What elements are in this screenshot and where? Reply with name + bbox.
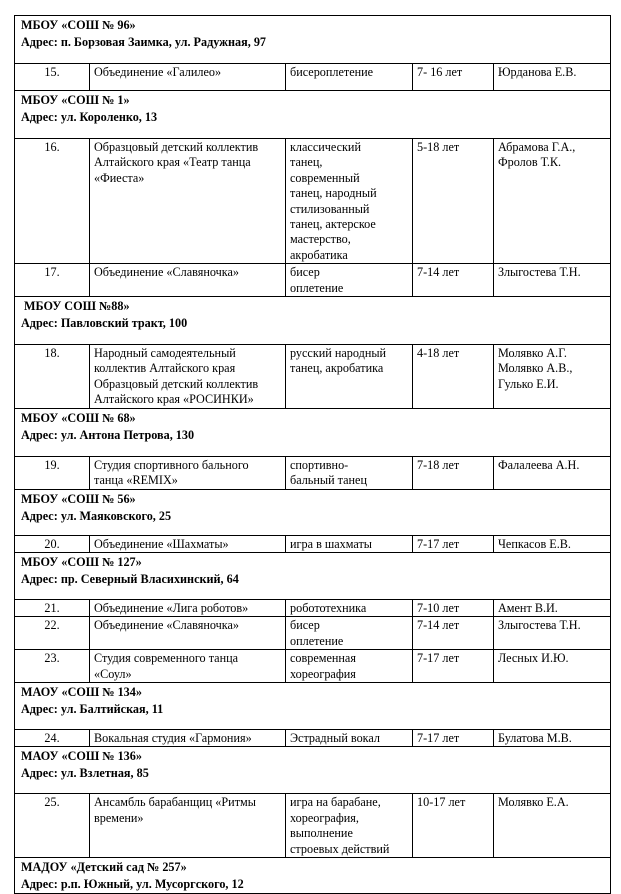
activity: бисероплетение — [286, 64, 413, 91]
table-row — [15, 617, 611, 650]
row-number: 15. — [15, 64, 90, 91]
program-name: Объединение «Славяночка» — [90, 617, 286, 650]
program-name: Объединение «Славяночка» — [90, 264, 286, 297]
age-range: 7-10 лет — [413, 599, 494, 616]
activity: робототехника — [286, 599, 413, 616]
org-address: Адрес: Павловский тракт, 100 — [21, 316, 188, 331]
teacher: Фалалеева А.Н. — [494, 456, 611, 489]
org-name: МБОУ «СОШ № 1» — [21, 93, 130, 107]
activity: русский народный танец, акробатика — [286, 345, 413, 409]
programs-table — [14, 15, 611, 894]
org-name: МБОУ «СОШ № 96» — [21, 18, 136, 32]
table-row — [15, 599, 611, 616]
program-name: Объединение «Галилео» — [90, 64, 286, 91]
age-range: 10-17 лет — [413, 794, 494, 858]
row-number: 20. — [15, 535, 90, 552]
program-name: Студия современного танца «Соул» — [90, 650, 286, 683]
program-name: Объединение «Шахматы» — [90, 535, 286, 552]
row-number: 21. — [15, 599, 90, 616]
org-header-row — [15, 552, 611, 599]
teacher: Молявко А.Г. Молявко А.В., Гулько Е.И. — [494, 345, 611, 409]
age-range: 7-17 лет — [413, 650, 494, 683]
program-name: Народный самодеятельный коллектив Алтайского края Образцовый детский коллектив Алтайского края «РОСИНКИ» — [90, 345, 286, 409]
activity: Эстрадный вокал — [286, 729, 413, 746]
org-address: Адрес: р.п. Южный, ул. Мусоргского, 12 — [21, 876, 244, 891]
org-name: МАДОУ «Детский сад № 257» — [21, 859, 187, 874]
program-name: Студия спортивного бального танца «REMIX» — [90, 456, 286, 489]
table-row — [15, 650, 611, 683]
teacher: Чепкасов Е.В. — [494, 535, 611, 552]
org-header — [15, 747, 611, 794]
org-header-row — [15, 408, 611, 456]
table-row — [15, 139, 611, 264]
org-address: Адрес: пр. Северный Власихинский, 64 — [21, 571, 239, 586]
program-name: Вокальная студия «Гармония» — [90, 729, 286, 746]
row-number: 25. — [15, 794, 90, 858]
program-name: Объединение «Лига роботов» — [90, 599, 286, 616]
org-header-row — [15, 16, 611, 64]
org-header — [15, 489, 611, 535]
teacher: Лесных И.Ю. — [494, 650, 611, 683]
org-header — [15, 857, 611, 893]
org-header — [15, 682, 611, 729]
org-header-row — [15, 747, 611, 794]
org-name: МАОУ «СОШ № 136» — [21, 749, 142, 764]
teacher: Амент В.И. — [494, 599, 611, 616]
teacher: Абрамова Г.А., Фролов Т.К. — [494, 139, 611, 264]
org-name: МАОУ «СОШ № 134» — [21, 684, 142, 699]
row-number: 22. — [15, 617, 90, 650]
activity: бисер оплетение — [286, 264, 413, 297]
table-row — [15, 456, 611, 489]
table-row — [15, 345, 611, 409]
age-range: 7-17 лет — [413, 729, 494, 746]
activity: игра в шахматы — [286, 535, 413, 552]
org-header — [15, 552, 611, 599]
org-header — [15, 16, 611, 64]
table-row — [15, 535, 611, 552]
teacher: Юрданова Е.В. — [494, 64, 611, 91]
org-address: Адрес: ул. Антона Петрова, 130 — [21, 427, 195, 442]
org-name: МБОУ «СОШ № 127» — [21, 554, 142, 569]
age-range: 7- 16 лет — [413, 64, 494, 91]
org-name: МБОУ «СОШ № 68» — [21, 410, 136, 425]
table-row — [15, 64, 611, 91]
org-header — [15, 408, 611, 456]
row-number: 24. — [15, 729, 90, 746]
row-number: 19. — [15, 456, 90, 489]
row-number: 17. — [15, 264, 90, 297]
age-range: 7-18 лет — [413, 456, 494, 489]
org-name: МБОУ «СОШ № 56» — [21, 491, 136, 506]
activity: современная хореография — [286, 650, 413, 683]
age-range: 4-18 лет — [413, 345, 494, 409]
program-name: Ансамбль барабанщиц «Ритмы времени» — [90, 794, 286, 858]
teacher: Злыгостева Т.Н. — [494, 264, 611, 297]
org-header-row — [15, 297, 611, 345]
org-header — [15, 297, 611, 345]
org-address: Адрес: ул. Балтийская, 11 — [21, 701, 164, 716]
age-range: 5-18 лет — [413, 139, 494, 264]
org-header-row — [15, 91, 611, 139]
activity: спортивно- бальный танец — [286, 456, 413, 489]
age-range: 7-14 лет — [413, 264, 494, 297]
org-header-row — [15, 489, 611, 535]
org-address: Адрес: п. Борзовая Заимка, ул. Радужная, 97 — [21, 35, 267, 49]
org-header — [15, 91, 611, 139]
org-name: МБОУ СОШ №88» — [21, 299, 130, 314]
table-row — [15, 794, 611, 858]
row-number: 18. — [15, 345, 90, 409]
teacher: Булатова М.В. — [494, 729, 611, 746]
teacher: Молявко Е.А. — [494, 794, 611, 858]
org-header-row — [15, 682, 611, 729]
activity: бисер оплетение — [286, 617, 413, 650]
program-name: Образцовый детский коллектив Алтайского края «Театр танца «Фиеста» — [90, 139, 286, 264]
age-range: 7-17 лет — [413, 535, 494, 552]
activity: игра на барабане, хореография, выполнение строевых действий — [286, 794, 413, 858]
org-header-row — [15, 857, 611, 893]
org-address: Адрес: ул. Маяковского, 25 — [21, 508, 172, 523]
row-number: 16. — [15, 139, 90, 264]
age-range: 7-14 лет — [413, 617, 494, 650]
teacher: Злыгостева Т.Н. — [494, 617, 611, 650]
org-address: Адрес: ул. Короленко, 13 — [21, 110, 158, 124]
org-address: Адрес: ул. Взлетная, 85 — [21, 766, 149, 781]
activity: классический танец, современный танец, народный стилизованный танец, актерское мастерство, акробатика — [286, 139, 413, 264]
table-row — [15, 729, 611, 746]
table-row — [15, 264, 611, 297]
row-number: 23. — [15, 650, 90, 683]
